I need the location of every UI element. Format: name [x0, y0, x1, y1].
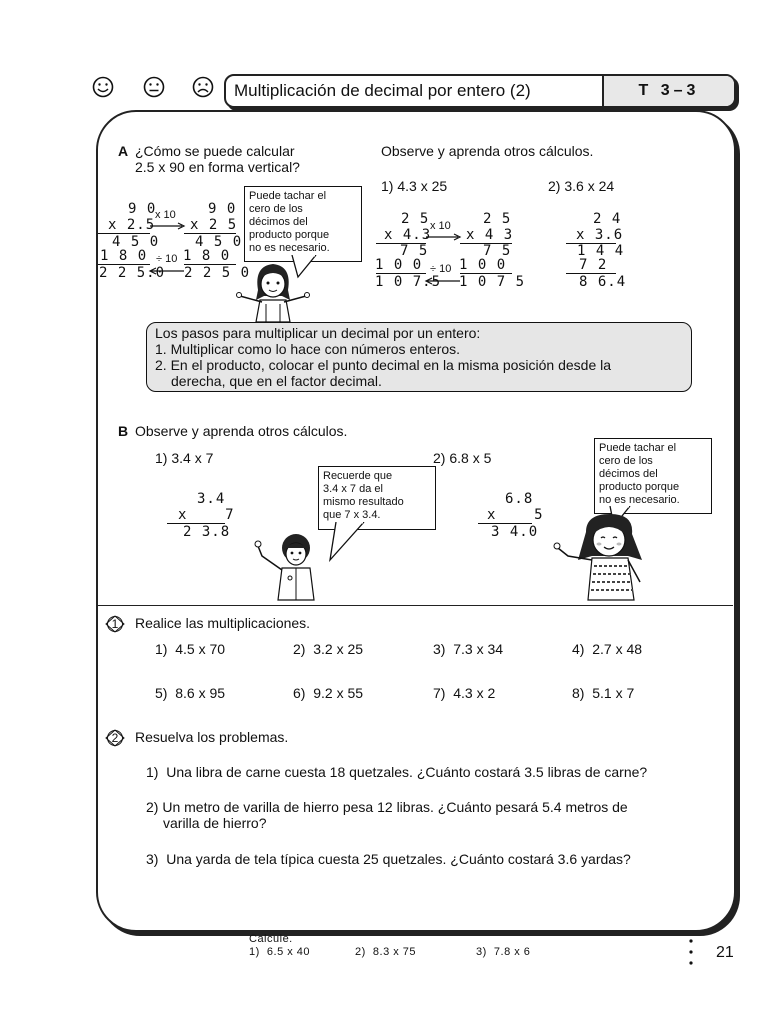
exercise-1-item: 1) 4.5 x 70 [155, 641, 226, 657]
section-a-letter: A [118, 143, 129, 159]
problem-1: 1) Una libra de carne cuesta 18 quetzales. ¿Cuánto costará 3.5 libras de carne? [146, 764, 648, 780]
speech-bubble-b1: Recuerde que 3.4 x 7 da el mismo resultado que 7 x 3.4. [318, 466, 436, 530]
dots-separator [688, 938, 694, 966]
exercise-2-title: Resuelva los problemas. [135, 729, 289, 745]
calc-b2-r2: x 5 [487, 507, 544, 523]
happy-face-icon [92, 76, 114, 98]
observe-heading-a: Observe y aprenda otros cálculos. [381, 143, 594, 159]
calc-a-left-r2: x 2.5 [108, 217, 156, 233]
arrow-divide-ten-label: ÷ 10 [156, 253, 178, 265]
exercise-1-item: 6) 9.2 x 55 [293, 685, 364, 701]
arrow-divide-ten-label: ÷ 10 [430, 263, 452, 275]
calc-b2-r3: 3 4.0 [491, 524, 539, 540]
calc-a2-r3: 1 4 4 [577, 243, 625, 259]
girl-illustration [236, 260, 310, 324]
footer-item: 1) 6.5 x 40 [249, 946, 311, 958]
calc-a2-r1: 2 4 [593, 211, 622, 227]
girl-illustration [552, 512, 648, 604]
speech-bubble-tail [328, 522, 368, 562]
right-arrow-icon [426, 233, 462, 241]
calc-a-left-r3: 4 5 0 [112, 234, 160, 250]
section-b-letter: B [118, 423, 129, 439]
page-number: 21 [716, 944, 734, 961]
calc-a-right-r2: x 2 5 [190, 217, 238, 233]
section-a-question-line1: ¿Cómo se puede calcular [135, 143, 295, 159]
calc-a1-left-r3: 7 5 [400, 243, 429, 259]
section-divider [97, 605, 733, 606]
lesson-code: T 3–3 [602, 76, 734, 106]
left-arrow-icon [424, 277, 460, 285]
calc-b1-r3: 2 3.8 [183, 524, 231, 540]
calc-a-left-r1: 9 0 [128, 201, 157, 217]
calc-a-left-r5: 2 2 5.0 [99, 265, 166, 281]
exercise-1-item: 5) 8.6 x 95 [155, 685, 226, 701]
calc-a1-right-r3: 7 5 [483, 243, 512, 259]
sad-face-icon [192, 76, 214, 98]
calc-b1-r2: x 7 [178, 507, 235, 523]
steps-box [146, 322, 692, 392]
exercise-2-number: 2 [106, 729, 124, 747]
boy-illustration [252, 528, 326, 602]
calc-a-left-r4: 1 8 0 [100, 248, 148, 264]
speech-bubble-a: Puede tachar el cero de los décimos del producto porque no es necesario. [244, 186, 362, 262]
calc-a2-r2: x 3.6 [576, 227, 624, 243]
calc-a-right-r4: 1 8 0 [183, 248, 231, 264]
exercise-1-item: 3) 7.3 x 34 [433, 641, 504, 657]
section-a-question-line2: 2.5 x 90 en forma vertical? [135, 159, 300, 175]
exercise-1-item: 4) 2.7 x 48 [572, 641, 643, 657]
footer-item: 2) 8.3 x 75 [355, 946, 417, 958]
right-arrow-icon [150, 222, 186, 230]
speech-bubble-b2: Puede tachar el cero de los décimos del producto porque no es necesario. [594, 438, 712, 514]
problem-2-line2: varilla de hierro? [163, 815, 267, 831]
arrow-times-ten-label: x 10 [155, 209, 176, 221]
example-a1-title: 1) 4.3 x 25 [381, 178, 448, 194]
example-a2-title: 2) 3.6 x 24 [548, 178, 615, 194]
calc-a1-left-r1: 2 5 [401, 211, 430, 227]
exercise-1-number: 1 [106, 615, 124, 633]
calc-a-right-r1: 9 0 [208, 201, 237, 217]
calc-a1-left-r2: x 4.3 [384, 227, 432, 243]
exercise-1-item: 2) 3.2 x 25 [293, 641, 364, 657]
calc-a1-left-r5: 1 0 7.5 [375, 274, 442, 290]
problem-3: 3) Una yarda de tela típica cuesta 25 quetzales. ¿Cuánto costará 3.6 yardas? [146, 851, 631, 867]
calc-b2-r1: 6.8 [505, 491, 534, 507]
left-arrow-icon [148, 267, 184, 275]
steps-line2: 1. Multiplicar como lo hace con números enteros. [155, 341, 461, 357]
calc-a1-right-r2: x 4 3 [466, 227, 514, 243]
example-b2-title: 2) 6.8 x 5 [433, 450, 492, 466]
example-b1-title: 1) 3.4 x 7 [155, 450, 214, 466]
steps-line4: derecha, que en el factor decimal. [171, 373, 382, 389]
calc-a2-r4: 7 2 [579, 257, 608, 273]
problem-2-line1: 2) Un metro de varilla de hierro pesa 12 libras. ¿Cuánto pesará 5.4 metros de [146, 799, 628, 815]
calc-a2-r5: 8 6.4 [579, 274, 627, 290]
steps-line3: 2. En el producto, colocar el punto decimal en la misma posición desde la [155, 357, 612, 373]
exercise-1-item: 8) 5.1 x 7 [572, 685, 635, 701]
exercise-1-title: Realice las multiplicaciones. [135, 615, 311, 631]
calc-a1-right-r4: 1 0 0 [459, 257, 507, 273]
header-title-box [224, 74, 736, 108]
exercise-1-item: 7) 4.3 x 2 [433, 685, 496, 701]
steps-line1: Los pasos para multiplicar un decimal por un entero: [155, 325, 481, 341]
footer-calcule-label: Calcule. [249, 933, 293, 945]
footer-item: 3) 7.8 x 6 [476, 946, 531, 958]
calc-b1-r1: 3.4 [197, 491, 226, 507]
arrow-times-ten-label: x 10 [430, 220, 451, 232]
calc-a1-left-r4: 1 0 0 [375, 257, 423, 273]
section-b-title: Observe y aprenda otros cálculos. [135, 423, 348, 439]
calc-a1-right-r5: 1 0 7 5 [459, 274, 526, 290]
calc-a-right-r3: 4 5 0 [195, 234, 243, 250]
calc-a-right-r5: 2 2 5 0 [184, 265, 251, 281]
calc-a1-right-r1: 2 5 [483, 211, 512, 227]
lesson-title: Multiplicación de decimal por entero (2) [234, 81, 531, 100]
neutral-face-icon [143, 76, 165, 98]
